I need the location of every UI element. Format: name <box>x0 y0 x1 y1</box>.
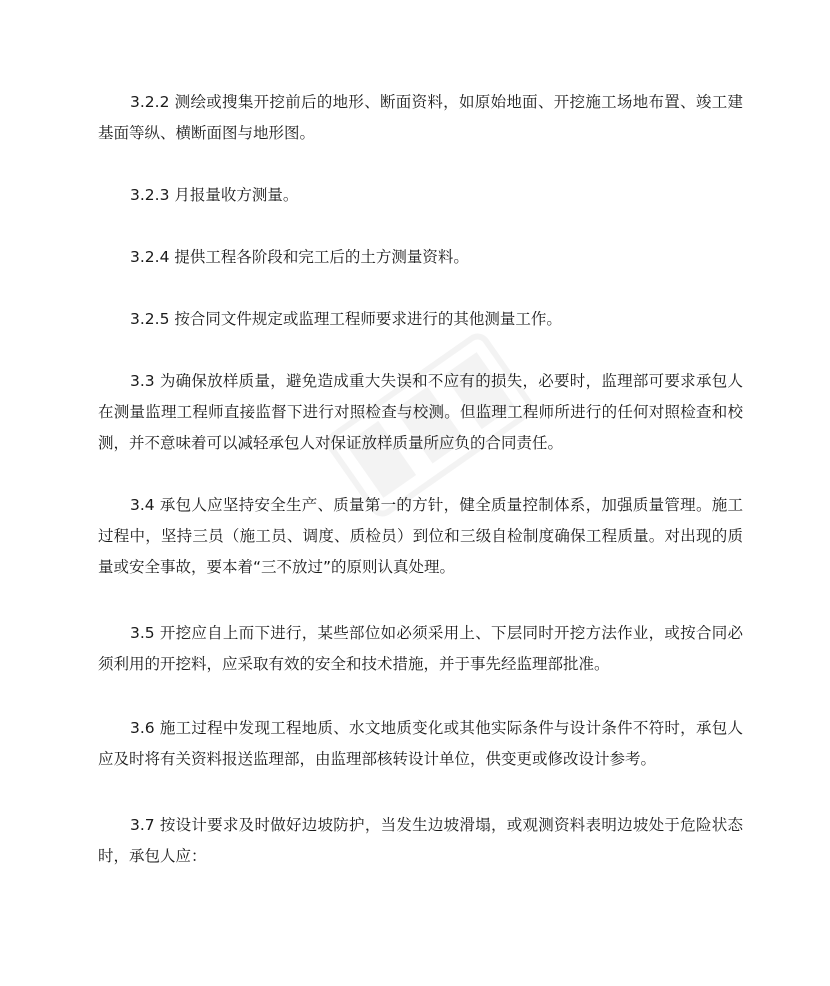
paragraph-3-4: 3.4 承包人应坚持安全生产、质量第一的方针，健全质量控制体系，加强质量管理。施工过程中，坚持三员（施工员、调度、质检员）到位和三级自检制度确保工程质量。对出现的质量或安全事故，要本着“三不放过”的原则认真处理。 <box>98 496 743 576</box>
paragraph-3-2-3: 3.2.3 月报量收方测量。 <box>130 186 299 204</box>
paragraph-3-3: 3.3 为确保放样质量，避免造成重大失误和不应有的损失，必要时，监理部可要求承包人在测量监理工程师直接监督下进行对照检查与校测。但监理工程师所进行的任何对照检查和校测，并不意味着可以减轻承包人对保证放样质量所应负的合同责任。 <box>98 372 743 452</box>
paragraph-3-6: 3.6 施工过程中发现工程地质、水文地质变化或其他实际条件与设计条件不符时，承包人应及时将有关资料报送监理部，由监理部核转设计单位，供变更或修改设计参考。 <box>98 719 743 768</box>
paragraph-3-2-2: 3.2.2 测绘或搜集开挖前后的地形、断面资料，如原始地面、开挖施工场地布置、竣工建基面等纵、横断面图与地形图。 <box>98 93 743 142</box>
paragraph-3-2-5: 3.2.5 按合同文件规定或监理工程师要求进行的其他测量工作。 <box>130 310 562 328</box>
paragraph-3-5: 3.5 开挖应自上而下进行，某些部位如必须采用上、下层同时开挖方法作业，或按合同必须利用的开挖料，应采取有效的安全和技术措施，并于事先经监理部批准。 <box>98 624 743 673</box>
paragraph-3-2-4: 3.2.4 提供工程各阶段和完工后的土方测量资料。 <box>130 248 469 266</box>
paragraph-3-7: 3.7 按设计要求及时做好边坡防护，当发生边坡滑塌，或观测资料表明边坡处于危险状态时，承包人应： <box>98 816 743 865</box>
